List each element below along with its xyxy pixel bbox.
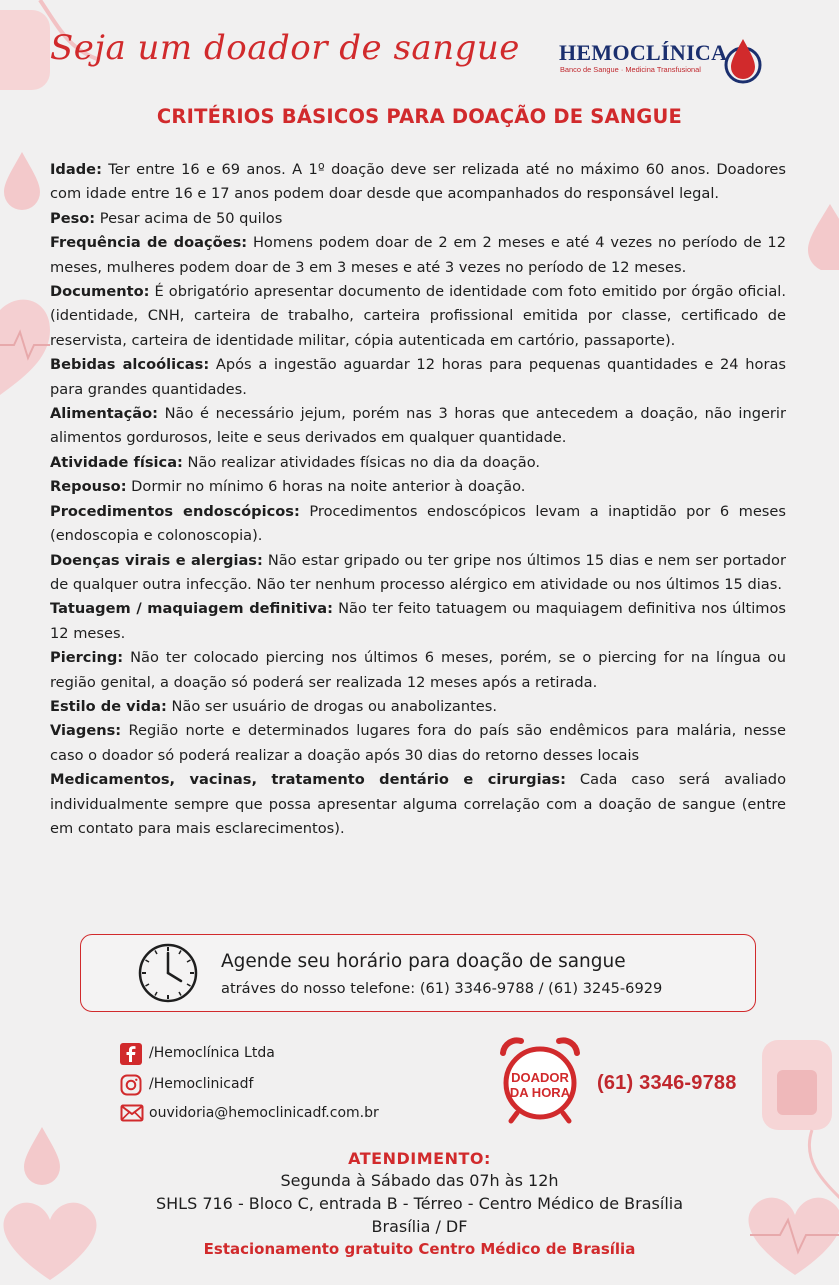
- schedule-box: [80, 934, 756, 1012]
- criteria-text: Cada caso será avaliado individualmente sempre que possa apresentar alguma correlação com a doação de sangue (entre em contato para mais esclarecimentos).: [50, 771, 786, 837]
- criteria-text: Não ter colocado piercing nos últimos 6 meses, porém, se o piercing for na língua ou região genital, a doação só poderá ser realizada 12 meses após a retirada.: [50, 649, 786, 691]
- criteria-label: Estilo de vida:: [50, 697, 167, 715]
- criteria-item-endoscopicos: [50, 500, 786, 549]
- criteria-text: Dormir no mínimo 6 horas na noite anterior à doação.: [126, 478, 526, 496]
- criteria-item-doencas: [50, 549, 786, 598]
- criteria-item-documento: [50, 280, 786, 353]
- badge-line-1: DOADOR: [511, 1070, 569, 1085]
- criteria-item-repouso: [50, 475, 786, 499]
- alarm-clock-badge-icon: [495, 1035, 585, 1125]
- attendance-address: SHLS 716 - Bloco C, entrada B - Térreo - Centro Médico de Brasília: [155, 1194, 684, 1213]
- schedule-phones: atráves do nosso telefone: (61) 3346-9788 / (61) 3245-6929: [221, 980, 663, 997]
- blood-drop-logo-icon: [722, 36, 764, 84]
- page-heading: CRITÉRIOS BÁSICOS PARA DOAÇÃO DE SANGUE: [156, 105, 683, 128]
- criteria-item-piercing: [50, 646, 786, 695]
- criteria-item-frequencia: [50, 231, 786, 280]
- hemoclinica-logo: [557, 36, 767, 86]
- criteria-item-bebidas: [50, 353, 786, 402]
- criteria-list: [50, 158, 786, 841]
- criteria-label: Medicamentos, vacinas, tratamento dentário e cirurgias:: [50, 771, 566, 789]
- blood-drop-decoration-left: [2, 150, 42, 210]
- criteria-item-alimentacao: [50, 402, 786, 451]
- criteria-label: Repouso:: [50, 478, 127, 496]
- envelope-icon: [120, 1103, 144, 1123]
- instagram-handle: /Hemoclinicadf: [149, 1076, 254, 1092]
- criteria-label: Viagens:: [50, 722, 122, 740]
- criteria-text: Não estar gripado ou ter gripe nos últimos 15 dias e nem ser portador de qualquer outra infecção. Não ter nenhum processo alérgico em atividade ou nos últimos 15 dias.: [50, 551, 786, 593]
- criteria-label: Atividade física:: [50, 453, 183, 471]
- criteria-label: Alimentação:: [50, 405, 158, 423]
- parking-note: Estacionamento gratuito Centro Médico de Brasília: [203, 1240, 636, 1258]
- criteria-text: Região norte e determinados lugares fora do país são endêmicos para malária, nesse caso o doador só poderá realizar a doação após 30 dias do retorno desses locais: [50, 722, 786, 764]
- criteria-label: Frequência de doações:: [50, 234, 248, 252]
- criteria-text: É obrigatório apresentar documento de identidade com foto emitido por órgão oficial. (identidade, CNH, carteira de trabalho, carteira profissional emitida por classe, certificado de reservista, carteira de identidade militar, cópia autenticada em cartório, passaporte).: [50, 283, 786, 349]
- email-address: ouvidoria@hemoclinicadf.com.br: [149, 1105, 379, 1121]
- criteria-text: Não é necessário jejum, porém nas 3 horas que antecedem a doação, não ingerir alimentos gordurosos, leite e seus derivados em qualquer quantidade.: [50, 405, 786, 447]
- doador-phone[interactable]: (61) 3346-9788: [597, 1072, 737, 1094]
- criteria-item-atividade-fisica: [50, 451, 786, 475]
- facebook-handle: /Hemoclínica Ltda: [149, 1045, 275, 1061]
- criteria-label: Tatuagem / maquiagem definitiva:: [50, 600, 333, 618]
- criteria-item-peso: [50, 207, 786, 231]
- criteria-text: Após a ingestão aguardar 12 horas para pequenas quantidades e 24 horas para grandes quantidades.: [50, 356, 786, 398]
- instagram-icon: [120, 1074, 142, 1096]
- tagline: Seja um doador de sangue: [50, 28, 520, 68]
- criteria-text: Não ter feito tatuagem ou maquiagem definitiva nos últimos 12 meses.: [50, 600, 787, 642]
- criteria-text: Procedimentos endoscópicos levam a inaptidão por 6 meses (endoscopia e colonoscopia).: [50, 502, 786, 545]
- criteria-text: Ter entre 16 e 69 anos. A 1º doação deve ser relizada até no máximo 60 anos. Doadores com idade entre 16 e 17 anos podem doar desde que acompanhados do responsável legal.: [50, 161, 786, 203]
- criteria-item-idade: [50, 158, 786, 207]
- criteria-label: Bebidas alcoólicas:: [50, 356, 210, 374]
- criteria-text: Homens podem doar de 2 em 2 meses e até 4 vezes no período de 12 meses, mulheres podem doar de 3 em 3 meses e até 3 vezes no período de 12 meses.: [50, 234, 786, 276]
- attendance-hours: Segunda à Sábado das 07h às 12h: [280, 1171, 559, 1190]
- criteria-text: Não ser usuário de drogas ou anabolizantes.: [166, 697, 498, 715]
- criteria-text: Pesar acima de 50 quilos: [95, 209, 283, 227]
- criteria-item-tatuagem: [50, 597, 786, 646]
- attendance-title: ATENDIMENTO:: [348, 1149, 491, 1168]
- logo-subtitle: Banco de Sangue · Medicina Transfusional: [560, 65, 701, 74]
- criteria-label: Documento:: [50, 283, 150, 301]
- criteria-label: Procedimentos endoscópicos:: [50, 502, 300, 520]
- criteria-label: Doenças virais e alergias:: [50, 551, 263, 569]
- criteria-label: Idade:: [50, 161, 102, 178]
- schedule-title: Agende seu horário para doação de sangue: [221, 951, 626, 972]
- criteria-item-viagens: [50, 719, 786, 768]
- criteria-item-estilo-de-vida: [50, 695, 786, 719]
- criteria-item-medicamentos: [50, 768, 786, 841]
- attendance-city: Brasília / DF: [371, 1217, 468, 1236]
- logo-name: HEMOCLÍNICA: [559, 40, 728, 65]
- criteria-text: Não realizar atividades físicas no dia da doação.: [182, 453, 541, 471]
- blood-drop-decoration-right: [800, 200, 839, 270]
- criteria-label: Piercing:: [50, 649, 124, 667]
- facebook-icon: [120, 1043, 142, 1065]
- clock-icon: [136, 941, 200, 1005]
- badge-line-2: DA HORA: [509, 1085, 571, 1100]
- criteria-label: Peso:: [50, 209, 96, 227]
